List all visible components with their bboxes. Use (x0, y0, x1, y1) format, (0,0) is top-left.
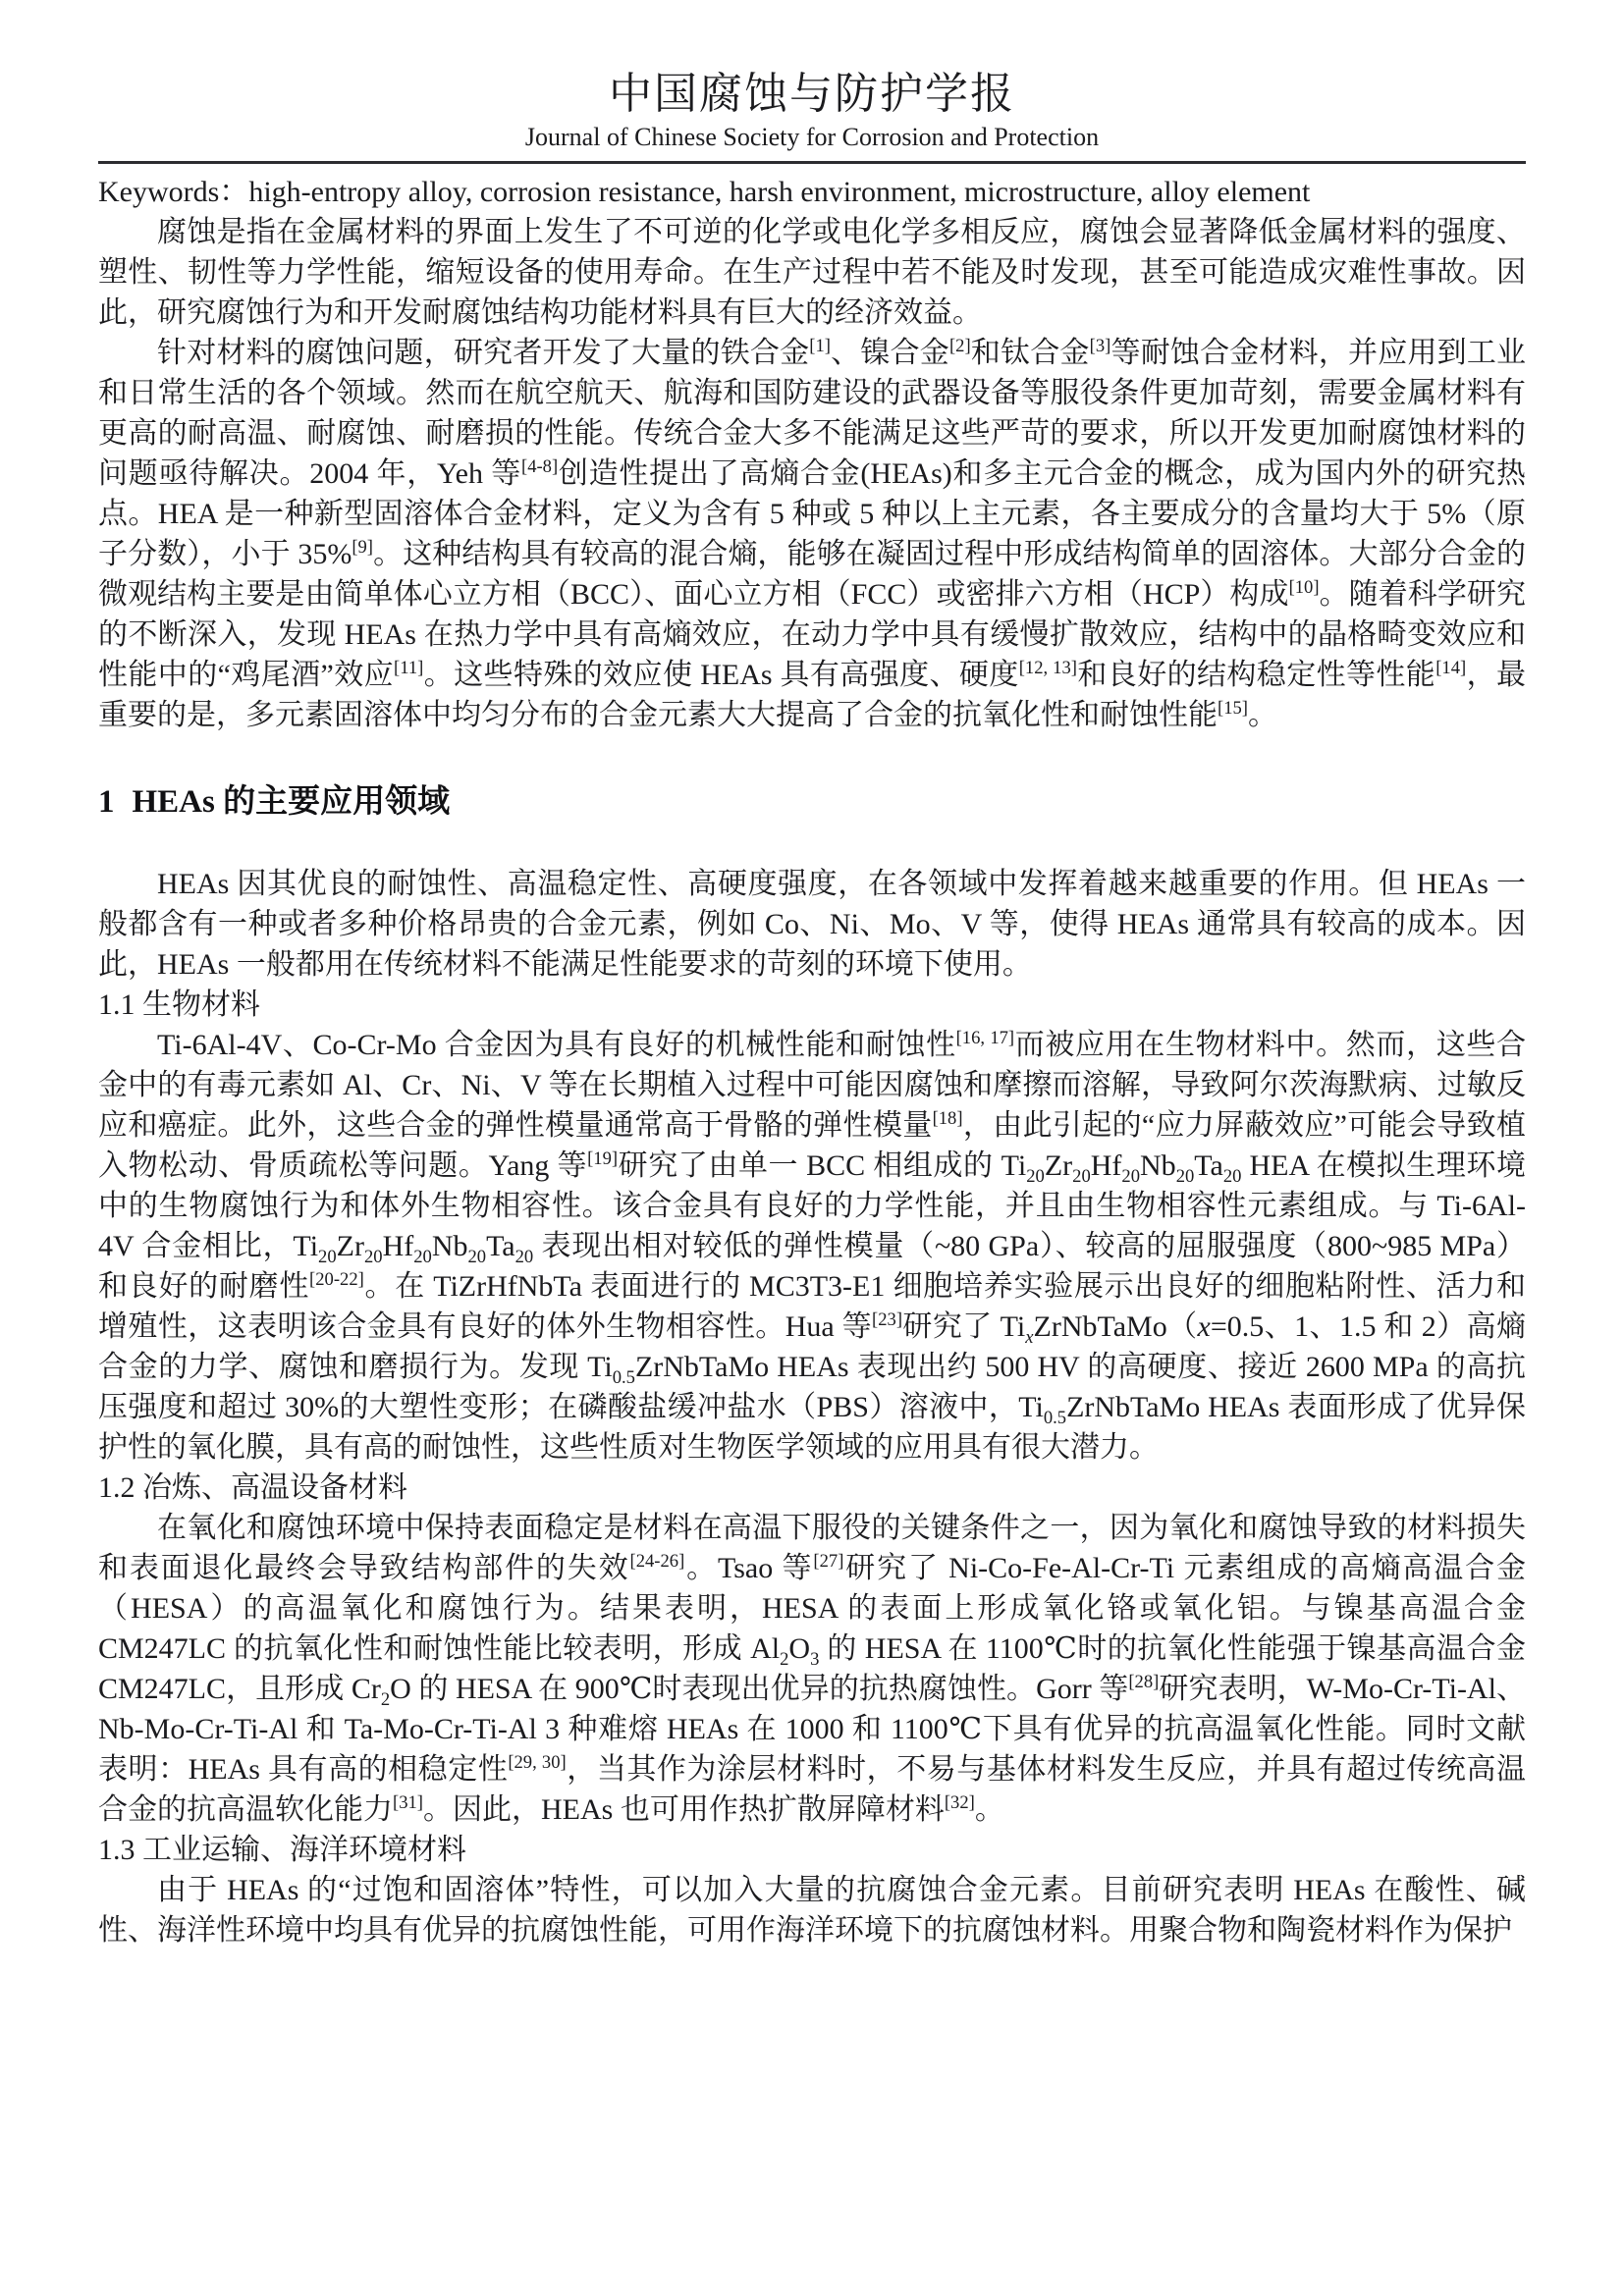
subsection-1-3 (98, 1830, 1526, 1950)
journal-title-en: Journal of Chinese Society for Corrosion and Protection (524, 123, 1100, 151)
intro-paragraph-1: 腐蚀是指在金属材料的界面上发生了不可逆的化学或电化学多相反应，腐蚀会显著降低金属材料的强度、塑性、韧性等力学性能，缩短设备的使用寿命。在生产过程中若不能及时发现，甚至可能造成灾难性事故。因此，研究腐蚀行为和开发耐腐蚀结构功能材料具有巨大的经济效益。 (98, 216, 1526, 329)
journal-title-zh: 中国腐蚀与防护学报 (609, 70, 1015, 118)
subsection-1-1-paragraph: Ti-6Al-4V、Co-Cr-Mo 合金因为具有良好的机械性能和耐蚀性[16, 17]而被应用在生物材料中。然而，这些合金中的有毒元素如 Al、Cr、Ni、V 等在长期植入过程中可能因腐蚀和摩擦而溶解，导致阿尔茨海默病、过敏反应和癌症。此外，这些合金的弹性模量通常高于骨骼的弹性模量[18]，由此引起的“应力屏蔽效应”可能会导致植入物松动、骨质疏松等问题。Yang 等[19]研究了由单一 BCC 相组成的 $Ti_{20}Zr_{20}Hf_{20}Nb_{20}Ta_{20}$ HEA 在模拟生理环境中的生物腐蚀行为和体外生物相容性。该合金具有良好的力学性能，并且由生物相容性元素组成。与 Ti-6Al-4V 合金相比，$Ti_{20}Zr_{20}Hf_{20}Nb_{20}Ta_{20}$ 表现出相对较低的弹性模量（~80 GPa）、较高的屈服强度（800~985 MPa）和良好的耐磨性[20-22]。在 TiZrHfNbTa 表面进行的 MC3T3-E1 细胞培养实验展示出良好的细胞粘附性、活力和增殖性，这表明该合金具有良好的体外生物相容性。Hua 等[23]研究了 $Ti_xZrNbTaMo(x=0.5$、1、1.5 和 2）高熵合金的力学、腐蚀和磨损行为。发现 $Ti_{0.5}ZrNbTaMo$ HEAs 表现出约 500 HV 的高硬度、接近 2600 MPa 的高抗压强度和超过 30%的大塑性变形；在磷酸盐缓冲盐水（PBS）溶液中，$Ti_{0.5}ZrNbTaMo$ HEAs 表面形成了优异保护性的氧化膜，具有高的耐蚀性，这些性质对生物医学领域的应用具有很大潜力。 (98, 1028, 1527, 1464)
subsection-1-3-paragraph: 由于 HEAs 的“过饱和固溶体”特性，可以加入大量的抗腐蚀合金元素。目前研究表明 HEAs 在酸性、碱性、海洋性环境中均具有优异的抗腐蚀性能，可用作海洋环境下的抗腐蚀材料。用聚合物和陶瓷材料作为保护 (98, 1874, 1526, 1947)
subsection-1-3-heading: 1.3 工业运输、海洋环境材料 (98, 1834, 466, 1866)
header-divider (98, 161, 1526, 164)
subsection-1-2-paragraph: 在氧化和腐蚀环境中保持表面稳定是材料在高温下服役的关键条件之一，因为氧化和腐蚀导致的材料损失和表面退化最终会导致结构部件的失效[24-26]。Tsao 等[27]研究了 Ni-Co-Fe-Al-Cr-Ti 元素组成的高熵高温合金（HESA）的高温氧化和腐蚀行为。结果表明，HESA 的表面上形成氧化铬或氧化铝。与镍基高温合金 CM247LC 的抗氧化性和耐蚀性能比较表明，形成 $Al_2O_3$ 的 HESA 在 1100℃时的抗氧化性能强于镍基高温合金 CM247LC，且形成 $Cr_2O$ 的 HESA 在 900℃时表现出优异的抗热腐蚀性。Gorr 等[28]研究表明，W-Mo-Cr-Ti-Al、Nb-Mo-Cr-Ti-Al 和 Ta-Mo-Cr-Ti-Al 3 种难熔 HEAs 在 1000 和 1100℃下具有优异的抗高温氧化性能。同时文献表明：HEAs 具有高的相稳定性[29, 30]，当其作为涂层材料时，不易与基体材料发生反应，并具有超过传统高温合金的抗高温软化能力[31]。因此，HEAs 也可用作热扩散屏障材料[32]。 (98, 1512, 1527, 1826)
intro-paragraph-2: 针对材料的腐蚀问题，研究者开发了大量的铁合金[1]、镍合金[2]和钛合金[3]等耐蚀合金材料，并应用到工业和日常生活的各个领域。然而在航空航天、航海和国防建设的武器设备等服役条件更加苛刻，需要金属材料有更高的耐高温、耐腐蚀、耐磨损的性能。传统合金大多不能满足这些严苛的要求，所以开发更加耐腐蚀材料的问题亟待解决。2004 年，Yeh 等[4-8]创造性提出了高熵合金(HEAs)和多主元合金的概念，成为国内外的研究热点。HEA 是一种新型固溶体合金材料，定义为含有 5 种或 5 种以上主元素，各主要成分的含量均大于 5%（原子分数），小于 35%[9]。这种结构具有较高的混合熵，能够在凝固过程中形成结构简单的固溶体。大部分合金的微观结构主要是由简单体心立方相（BCC）、面心立方相（FCC）或密排六方相（HCP）构成[10]。随着科学研究的不断深入，发现 HEAs 在热力学中具有高熵效应，在动力学中具有缓慢扩散效应，结构中的晶格畸变效应和性能中的“鸡尾酒”效应[11]。这些特殊的效应使 HEAs 具有高强度、硬度[12, 13]和良好的结构稳定性等性能[14]，最重要的是，多元素固溶体中均匀分布的合金元素大大提高了合金的抗氧化性和耐蚀性能[15]。 (98, 336, 1527, 731)
subsection-1-2 (98, 1468, 1526, 1830)
keywords-label: Keywords： (98, 176, 249, 208)
subsection-1-2-heading: 1.2 冶炼、高温设备材料 (98, 1471, 407, 1504)
subsection-1-1-heading: 1.1 生物材料 (98, 988, 260, 1021)
section-1-number: 1 (98, 784, 115, 820)
journal-header (98, 69, 1526, 164)
section-1-lead-paragraph: HEAs 因其优良的耐蚀性、高温稳定性、高硬度强度，在各领域中发挥着越来越重要的作用。但 HEAs 一般都含有一种或者多种价格昂贵的合金元素，例如 Co、Ni、Mo、V 等，使得 HEAs 通常具有较高的成本。因此，HEAs 一般都用在传统材料不能满足性能要求的苛刻的环境下使用。 (98, 868, 1526, 981)
keywords-text: high-entropy alloy, corrosion resistance, harsh environment, microstructure, alloy element (248, 176, 1311, 208)
keywords-line (98, 172, 1526, 212)
section-1-heading (98, 779, 1526, 825)
subsection-1-1 (98, 985, 1526, 1468)
section-1-title: HEAs 的主要应用领域 (132, 784, 451, 820)
